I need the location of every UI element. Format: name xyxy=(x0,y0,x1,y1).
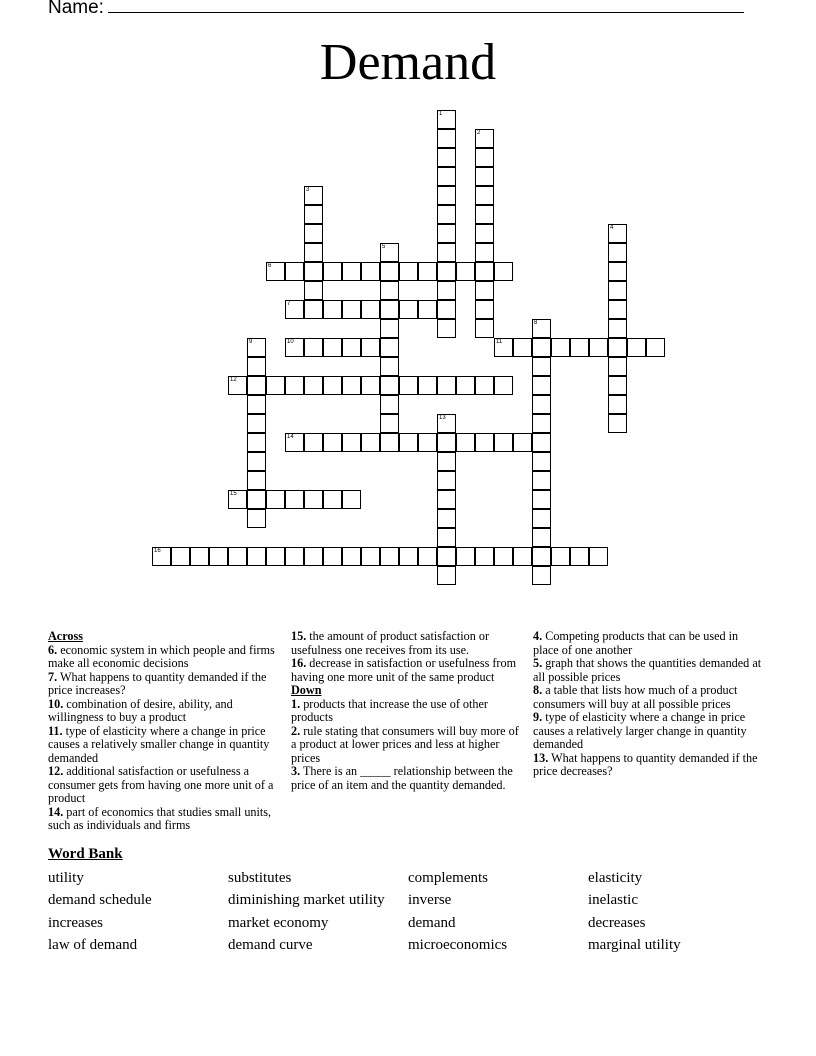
crossword-cell[interactable] xyxy=(418,433,437,452)
clue-number-label: 5 xyxy=(382,244,386,250)
crossword-cell[interactable] xyxy=(437,528,456,547)
clues-column-1 xyxy=(48,630,280,833)
clue-number-label: 13 xyxy=(439,415,446,421)
crossword-cell[interactable] xyxy=(475,148,494,167)
crossword-cell[interactable] xyxy=(532,414,551,433)
crossword-cell[interactable] xyxy=(399,300,418,319)
crossword-cell[interactable] xyxy=(532,395,551,414)
crossword-cell[interactable] xyxy=(209,547,228,566)
crossword-cell[interactable] xyxy=(475,262,494,281)
crossword-cell[interactable] xyxy=(608,376,627,395)
crossword-cell[interactable] xyxy=(323,433,342,452)
clue-number-label: 10 xyxy=(287,339,294,345)
crossword-cell[interactable] xyxy=(361,338,380,357)
crossword-cell[interactable] xyxy=(418,300,437,319)
crossword-cell[interactable] xyxy=(399,262,418,281)
crossword-cell[interactable] xyxy=(418,376,437,395)
crossword-cell[interactable] xyxy=(304,376,323,395)
crossword-cell[interactable] xyxy=(437,129,456,148)
crossword-cell[interactable] xyxy=(456,433,475,452)
crossword-cell[interactable] xyxy=(323,376,342,395)
crossword-cell[interactable] xyxy=(380,376,399,395)
crossword-cell[interactable] xyxy=(532,376,551,395)
crossword-cell[interactable] xyxy=(437,471,456,490)
word-bank-title: Word Bank xyxy=(48,846,123,862)
crossword-cell[interactable] xyxy=(228,547,247,566)
crossword-cell[interactable] xyxy=(342,262,361,281)
crossword-cell[interactable] xyxy=(304,281,323,300)
crossword-cell[interactable] xyxy=(532,357,551,376)
clue-down-4: 4. Competing products that can be used in place of one another xyxy=(533,629,739,657)
crossword-cell[interactable] xyxy=(494,262,513,281)
clue-down-2: 2. rule stating that consumers will buy more of a product at lower prices and less at higher prices xyxy=(291,723,519,765)
crossword-cell[interactable] xyxy=(361,433,380,452)
crossword-cell[interactable] xyxy=(323,300,342,319)
crossword-cell[interactable] xyxy=(285,376,304,395)
clue-across-12: 12. additional satisfaction or usefulness a consumer gets from having one more unit of a product xyxy=(48,764,274,805)
clue-across-7: 7. What happens to quantity demanded if the price increases? xyxy=(48,669,267,697)
word-bank-item: law of demand xyxy=(48,937,138,953)
crossword-cell[interactable] xyxy=(380,300,399,319)
clue-number-label: 11 xyxy=(496,339,503,345)
crossword-cell[interactable] xyxy=(323,338,342,357)
clue-across-10: 10. combination of desire, ability, and willingness to buy a product xyxy=(48,696,233,724)
crossword-cell[interactable] xyxy=(247,509,266,528)
crossword-cell[interactable] xyxy=(475,205,494,224)
crossword-cell[interactable] xyxy=(361,300,380,319)
clue-number-label: 8 xyxy=(534,320,538,326)
crossword-cell[interactable] xyxy=(646,338,665,357)
crossword-cell[interactable] xyxy=(437,262,456,281)
crossword-cell[interactable] xyxy=(304,205,323,224)
word-bank-item: demand schedule xyxy=(48,892,152,908)
crossword-cell[interactable] xyxy=(380,281,399,300)
name-label: Name: xyxy=(48,0,104,18)
clue-number-label: 6 xyxy=(268,263,272,269)
crossword-cell[interactable] xyxy=(399,433,418,452)
crossword-cell[interactable] xyxy=(380,319,399,338)
across-heading: Across xyxy=(48,629,83,643)
crossword-cell[interactable] xyxy=(608,262,627,281)
crossword-cell[interactable] xyxy=(247,357,266,376)
crossword-cell[interactable] xyxy=(456,262,475,281)
crossword-cell[interactable] xyxy=(361,547,380,566)
clue-down-1: 1. products that increase the use of other products xyxy=(291,696,488,724)
crossword-cell[interactable] xyxy=(323,547,342,566)
crossword-cell[interactable] xyxy=(608,395,627,414)
crossword-cell[interactable] xyxy=(532,471,551,490)
crossword-cell[interactable] xyxy=(475,167,494,186)
crossword-cell[interactable] xyxy=(342,490,361,509)
crossword-cell[interactable] xyxy=(247,490,266,509)
crossword-cell[interactable] xyxy=(380,414,399,433)
clue-number-label: 4 xyxy=(610,225,614,231)
word-bank-item: diminishing market utility xyxy=(228,892,385,908)
crossword-cell[interactable] xyxy=(437,224,456,243)
word-bank-item: decreases xyxy=(588,915,646,931)
crossword-cell[interactable] xyxy=(304,547,323,566)
crossword-cell[interactable] xyxy=(247,547,266,566)
crossword-cell[interactable] xyxy=(266,376,285,395)
clue-number-label: 16 xyxy=(154,548,161,554)
crossword-cell[interactable] xyxy=(551,338,570,357)
crossword-cell[interactable] xyxy=(285,262,304,281)
crossword-cell[interactable] xyxy=(285,547,304,566)
crossword-cell[interactable] xyxy=(475,433,494,452)
word-bank-item: elasticity xyxy=(588,870,643,886)
crossword-cell[interactable] xyxy=(437,281,456,300)
crossword-cell[interactable] xyxy=(380,433,399,452)
crossword-cell[interactable] xyxy=(266,490,285,509)
crossword-cell[interactable] xyxy=(437,433,456,452)
clue-down-9: 9. type of elasticity where a change in price causes a relatively larger change in quantity demanded xyxy=(533,710,747,751)
crossword-cell[interactable] xyxy=(380,547,399,566)
clue-across-11: 11. type of elasticity where a change in price causes a relatively smaller change in quantity demanded xyxy=(48,723,270,765)
crossword-cell[interactable] xyxy=(456,547,475,566)
word-bank-item: market economy xyxy=(228,915,329,931)
word-bank-item: increases xyxy=(48,915,103,931)
crossword-cell[interactable] xyxy=(532,490,551,509)
crossword-cell[interactable] xyxy=(437,376,456,395)
clue-number-label: 3 xyxy=(306,187,310,193)
crossword-cell[interactable] xyxy=(437,490,456,509)
crossword-cell[interactable] xyxy=(589,547,608,566)
crossword-cell[interactable] xyxy=(342,338,361,357)
crossword-cell[interactable] xyxy=(627,338,646,357)
clue-number-label: 14 xyxy=(287,434,294,440)
clue-number-label: 9 xyxy=(249,339,253,345)
crossword-cell[interactable] xyxy=(532,547,551,566)
crossword-cell[interactable] xyxy=(513,433,532,452)
word-bank-item: marginal utility xyxy=(588,937,681,953)
clue-number-label: 12 xyxy=(230,377,237,383)
clue-down-8: 8. a table that lists how much of a product consumers will buy at all possible prices xyxy=(533,683,738,711)
crossword-cell[interactable] xyxy=(342,376,361,395)
crossword-cell[interactable] xyxy=(437,243,456,262)
crossword-cell[interactable] xyxy=(513,547,532,566)
crossword-cell[interactable] xyxy=(304,224,323,243)
word-bank-item: inelastic xyxy=(588,892,638,908)
crossword-cell[interactable] xyxy=(456,376,475,395)
crossword-cell[interactable] xyxy=(304,243,323,262)
crossword-cell[interactable] xyxy=(570,547,589,566)
clue-down-3: 3. There is an _____ relationship between the price of an item and the quantity demanded. xyxy=(291,764,513,792)
crossword-cell[interactable] xyxy=(475,224,494,243)
crossword-cell[interactable] xyxy=(342,433,361,452)
crossword-cell[interactable] xyxy=(494,547,513,566)
crossword-cell[interactable] xyxy=(247,452,266,471)
crossword-cell[interactable] xyxy=(266,547,285,566)
crossword-cell[interactable] xyxy=(608,319,627,338)
crossword-cell[interactable] xyxy=(551,547,570,566)
crossword-cell[interactable] xyxy=(437,319,456,338)
crossword-cell[interactable] xyxy=(475,547,494,566)
crossword-cell[interactable] xyxy=(437,547,456,566)
crossword-cell[interactable] xyxy=(608,414,627,433)
crossword-cell[interactable] xyxy=(437,300,456,319)
crossword-cell[interactable] xyxy=(608,300,627,319)
crossword-cell[interactable] xyxy=(475,186,494,205)
crossword-cell[interactable] xyxy=(437,452,456,471)
crossword-cell[interactable] xyxy=(380,395,399,414)
down-heading: Down xyxy=(291,683,322,697)
crossword-cell[interactable] xyxy=(171,547,190,566)
clue-across-16: 16. decrease in satisfaction or usefulness from having one more unit of the same product xyxy=(291,656,517,684)
crossword-cell[interactable] xyxy=(532,566,551,585)
crossword-cell[interactable] xyxy=(475,376,494,395)
crossword-cell[interactable] xyxy=(304,300,323,319)
crossword-cell[interactable] xyxy=(247,395,266,414)
clue-number-label: 2 xyxy=(477,130,481,136)
word-bank-item: demand curve xyxy=(228,937,313,953)
crossword-cell[interactable] xyxy=(399,547,418,566)
crossword-cell[interactable] xyxy=(342,547,361,566)
crossword-cell[interactable] xyxy=(380,338,399,357)
crossword-cell[interactable] xyxy=(570,338,589,357)
crossword-cell[interactable] xyxy=(437,566,456,585)
crossword-cell[interactable] xyxy=(532,528,551,547)
crossword-cell[interactable] xyxy=(494,376,513,395)
word-bank-item: inverse xyxy=(408,892,452,908)
crossword-cell[interactable] xyxy=(437,186,456,205)
crossword-cell[interactable] xyxy=(608,357,627,376)
word-bank-item: complements xyxy=(408,870,488,886)
clue-down-13: 13. What happens to quantity demanded if the price decreases? xyxy=(533,750,758,778)
crossword-cell[interactable] xyxy=(418,262,437,281)
crossword-cell[interactable] xyxy=(285,490,304,509)
clues-column-3 xyxy=(533,630,765,779)
crossword-cell[interactable] xyxy=(437,509,456,528)
crossword-cell[interactable] xyxy=(437,148,456,167)
clue-across-14: 14. part of economics that studies small units, such as individuals and firms xyxy=(48,804,272,832)
crossword-cell[interactable] xyxy=(608,281,627,300)
crossword-cell[interactable] xyxy=(589,338,608,357)
crossword-cell[interactable] xyxy=(190,547,209,566)
crossword-cell[interactable] xyxy=(247,471,266,490)
crossword-cell[interactable] xyxy=(532,452,551,471)
crossword-cell[interactable] xyxy=(380,357,399,376)
crossword-cell[interactable] xyxy=(399,376,418,395)
clue-number-label: 15 xyxy=(230,491,237,497)
word-bank-item: microeconomics xyxy=(408,937,508,953)
crossword-cell[interactable] xyxy=(532,509,551,528)
crossword-cell[interactable] xyxy=(361,376,380,395)
word-bank-item: utility xyxy=(48,870,84,886)
crossword-cell[interactable] xyxy=(247,414,266,433)
clue-number-label: 7 xyxy=(287,301,291,307)
crossword-cell[interactable] xyxy=(247,376,266,395)
crossword-cell[interactable] xyxy=(513,338,532,357)
clue-down-5: 5. graph that shows the quantities demanded at all possible prices xyxy=(533,656,762,684)
clue-number-label: 1 xyxy=(439,111,443,117)
crossword-cell[interactable] xyxy=(532,338,551,357)
crossword-cell[interactable] xyxy=(247,433,266,452)
crossword-cell[interactable] xyxy=(323,490,342,509)
clues-column-2 xyxy=(291,630,521,792)
crossword-cell[interactable] xyxy=(437,167,456,186)
page-title: Demand xyxy=(319,34,497,91)
crossword-cell[interactable] xyxy=(323,262,342,281)
crossword-cell[interactable] xyxy=(304,490,323,509)
crossword-cell[interactable] xyxy=(608,338,627,357)
crossword-cell[interactable] xyxy=(361,262,380,281)
crossword-cell[interactable] xyxy=(532,433,551,452)
crossword-cell[interactable] xyxy=(475,243,494,262)
crossword-cell[interactable] xyxy=(475,281,494,300)
crossword-cell[interactable] xyxy=(304,433,323,452)
crossword-cell[interactable] xyxy=(475,319,494,338)
crossword-cell[interactable] xyxy=(380,262,399,281)
clue-across-15: 15. the amount of product satisfaction or usefulness one receives from its use. xyxy=(291,629,489,657)
word-bank-item: demand xyxy=(408,915,456,931)
crossword-cell[interactable] xyxy=(437,205,456,224)
word-bank-item: substitutes xyxy=(228,870,292,886)
crossword-cell[interactable] xyxy=(608,243,627,262)
crossword-cell[interactable] xyxy=(342,300,361,319)
crossword-cell[interactable] xyxy=(304,338,323,357)
crossword-cell[interactable] xyxy=(494,433,513,452)
crossword-cell[interactable] xyxy=(304,262,323,281)
clue-across-6: 6. economic system in which people and firms make all economic decisions xyxy=(48,642,275,670)
crossword-cell[interactable] xyxy=(418,547,437,566)
crossword-cell[interactable] xyxy=(475,300,494,319)
